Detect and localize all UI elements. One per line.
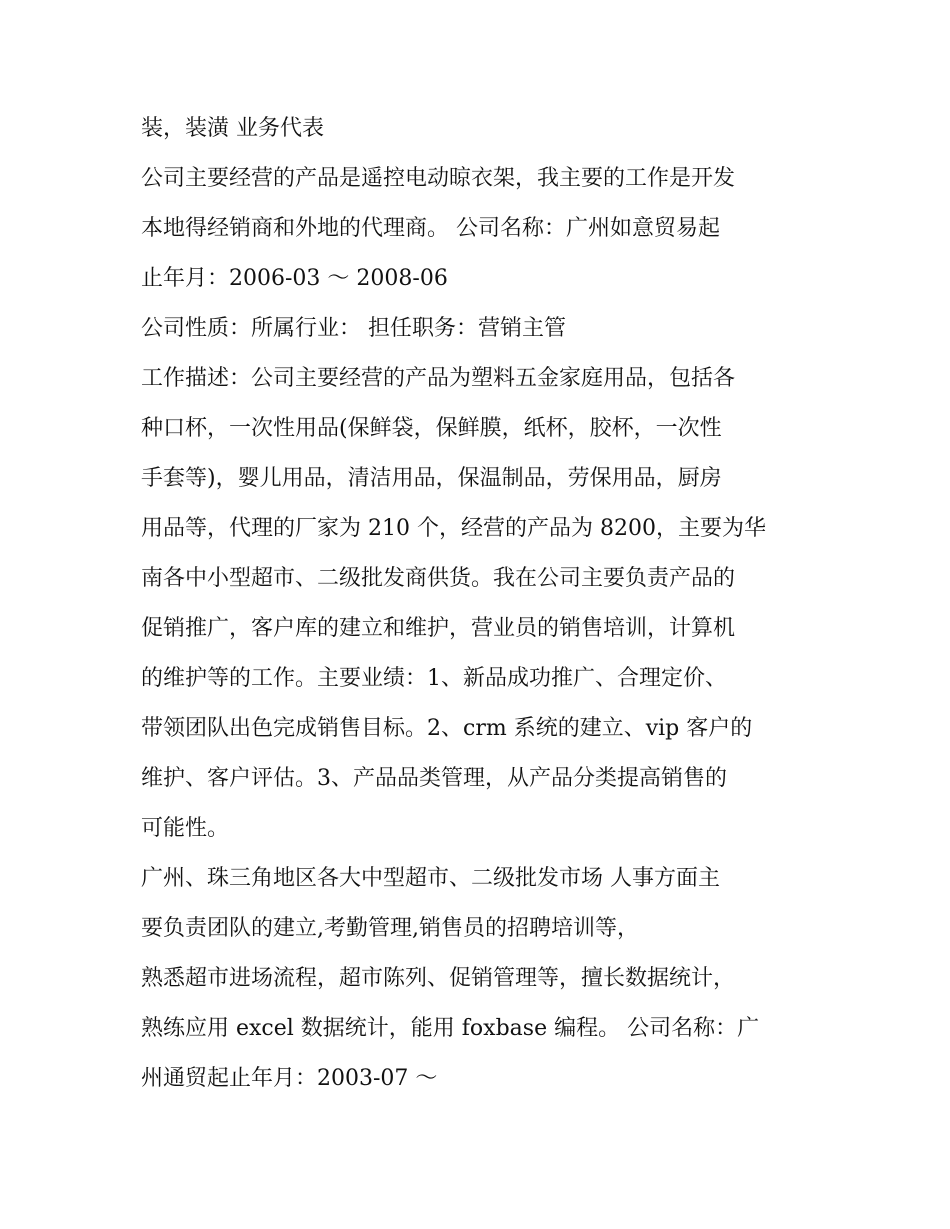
text-line: 装，装潢 业务代表 (141, 116, 324, 141)
text-line: 熟练应用 excel 数据统计，能用 foxbase 编程。 公司名称：广 (141, 1016, 760, 1041)
text-line: 止年月：2006-03 ～ 2008-06 (141, 266, 448, 291)
text-line: 种口杯，一次性用品(保鲜袋，保鲜膜，纸杯，胶杯，一次性 (141, 416, 722, 441)
text-line: 可能性。 (141, 816, 230, 841)
text-line: 手套等)，婴儿用品，清洁用品，保温制品，劳保用品，厨房 (141, 466, 722, 491)
text-line: 促销推广，客户库的建立和维护，营业员的销售培训，计算机 (141, 616, 736, 641)
text-line: 公司主要经营的产品是遥控电动晾衣架，我主要的工作是开发 (141, 166, 736, 191)
document-body (141, 104, 821, 1104)
text-line: 广州、珠三角地区各大中型超市、二级批发市场 人事方面主 (141, 866, 720, 891)
text-line: 本地得经销商和外地的代理商。 公司名称：广州如意贸易起 (141, 216, 720, 241)
text-line: 用品等，代理的厂家为 210 个，经营的产品为 8200，主要为华 (141, 516, 766, 541)
text-line: 熟悉超市进场流程，超市陈列、促销管理等，擅长数据统计， (141, 966, 736, 991)
text-line: 要负责团队的建立,考勤管理,销售员的招聘培训等， (141, 916, 639, 941)
text-line: 的维护等的工作。主要业绩：1、新品成功推广、合理定价、 (141, 666, 727, 691)
text-line: 工作描述：公司主要经营的产品为塑料五金家庭用品，包括各 (141, 366, 736, 391)
text-line: 公司性质：所属行业： 担任职务：营销主管 (141, 316, 566, 341)
text-line: 带领团队出色完成销售目标。2、crm 系统的建立、vip 客户的 (141, 716, 753, 741)
text-line: 州通贸起止年月：2003-07 ～ (141, 1066, 438, 1091)
text-line: 维护、客户评估。3、产品品类管理，从产品分类提高销售的 (141, 766, 727, 791)
text-line: 南各中小型超市、二级批发商供货。我在公司主要负责产品的 (141, 566, 736, 591)
